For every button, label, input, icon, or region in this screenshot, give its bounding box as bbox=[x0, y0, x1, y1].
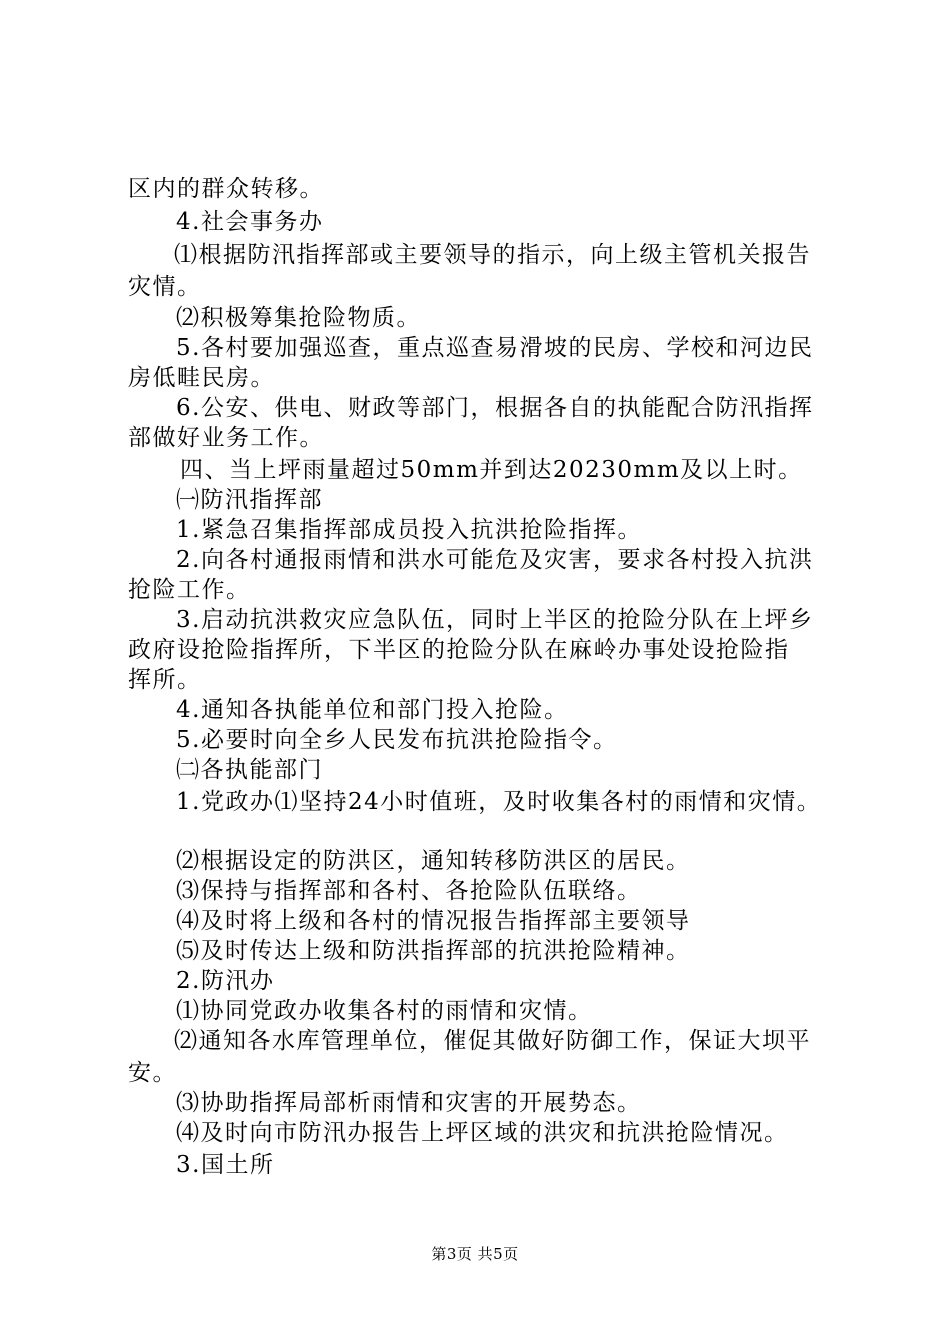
section-heading: 四、当上坪雨量超过50mm并到达20230mm及以上时。 bbox=[180, 457, 803, 483]
paragraph-line: ⑵通知各水库管理单位，催促其做好防御工作，保证大坝平 bbox=[174, 1028, 811, 1054]
paragraph-line: 3.启动抗洪救灾应急队伍，同时上半区的抢险分队在上坪乡 bbox=[176, 607, 814, 633]
paragraph-line: 5.各村要加强巡查，重点巡查易滑坡的民房、学校和河边民 bbox=[176, 335, 814, 361]
paragraph-line: ⑶保持与指挥部和各村、各抢险队伍联络。 bbox=[176, 878, 642, 904]
paragraph-line: 1.紧急召集指挥部成员投入抗洪抢险指挥。 bbox=[176, 517, 642, 543]
subsection-heading: ㈡各执能部门 bbox=[176, 757, 323, 783]
paragraph-line: 部做好业务工作。 bbox=[128, 425, 324, 451]
paragraph-line: ⑴协同党政办收集各村的雨情和灾情。 bbox=[176, 998, 593, 1024]
paragraph-line: ⑵积极筹集抢险物质。 bbox=[176, 305, 421, 331]
section-heading: 2.防汛办 bbox=[176, 968, 275, 994]
paragraph-line: 政府设抢险指挥所，下半区的抢险分队在麻岭办事处设抢险指 bbox=[128, 637, 790, 663]
paragraph-line: 抢险工作。 bbox=[128, 577, 251, 603]
section-heading: 4.社会事务办 bbox=[176, 209, 324, 235]
paragraph-line: ⑵根据设定的防洪区，通知转移防洪区的居民。 bbox=[176, 848, 691, 874]
paragraph-line: 安。 bbox=[128, 1060, 177, 1086]
paragraph-line: 6.公安、供电、财政等部门，根据各自的执能配合防汛指挥 bbox=[176, 395, 814, 421]
paragraph-line: 灾情。 bbox=[128, 274, 202, 300]
paragraph-line: 5.必要时向全乡人民发布抗洪抢险指令。 bbox=[176, 727, 618, 753]
paragraph-line: 4.通知各执能单位和部门投入抢险。 bbox=[176, 697, 569, 723]
paragraph-line: 2.向各村通报雨情和洪水可能危及灾害，要求各村投入抗洪 bbox=[176, 547, 814, 573]
paragraph-line: ⑶协助指挥局部析雨情和灾害的开展势态。 bbox=[176, 1090, 642, 1116]
paragraph-line: 房低畦民房。 bbox=[128, 365, 275, 391]
subsection-heading: ㈠防汛指挥部 bbox=[176, 487, 323, 513]
section-heading: 3.国土所 bbox=[176, 1152, 275, 1178]
paragraph-line: 1.党政办⑴坚持24小时值班，及时收集各村的雨情和灾情。 bbox=[176, 789, 822, 815]
paragraph-line: ⑷及时将上级和各村的情况报告指挥部主要领导 bbox=[176, 908, 691, 934]
page-number-footer: 第3页 共5页 bbox=[431, 1245, 519, 1263]
paragraph-line: ⑴根据防汛指挥部或主要领导的指示，向上级主管机关报告 bbox=[174, 242, 811, 268]
paragraph-line: ⑷及时向市防汛办报告上坪区域的洪灾和抗洪抢险情况。 bbox=[176, 1120, 789, 1146]
paragraph-line: 挥所。 bbox=[128, 667, 202, 693]
paragraph-line: ⑸及时传达上级和防洪指挥部的抗洪抢险精神。 bbox=[176, 938, 691, 964]
paragraph-line: 区内的群众转移。 bbox=[128, 176, 324, 202]
